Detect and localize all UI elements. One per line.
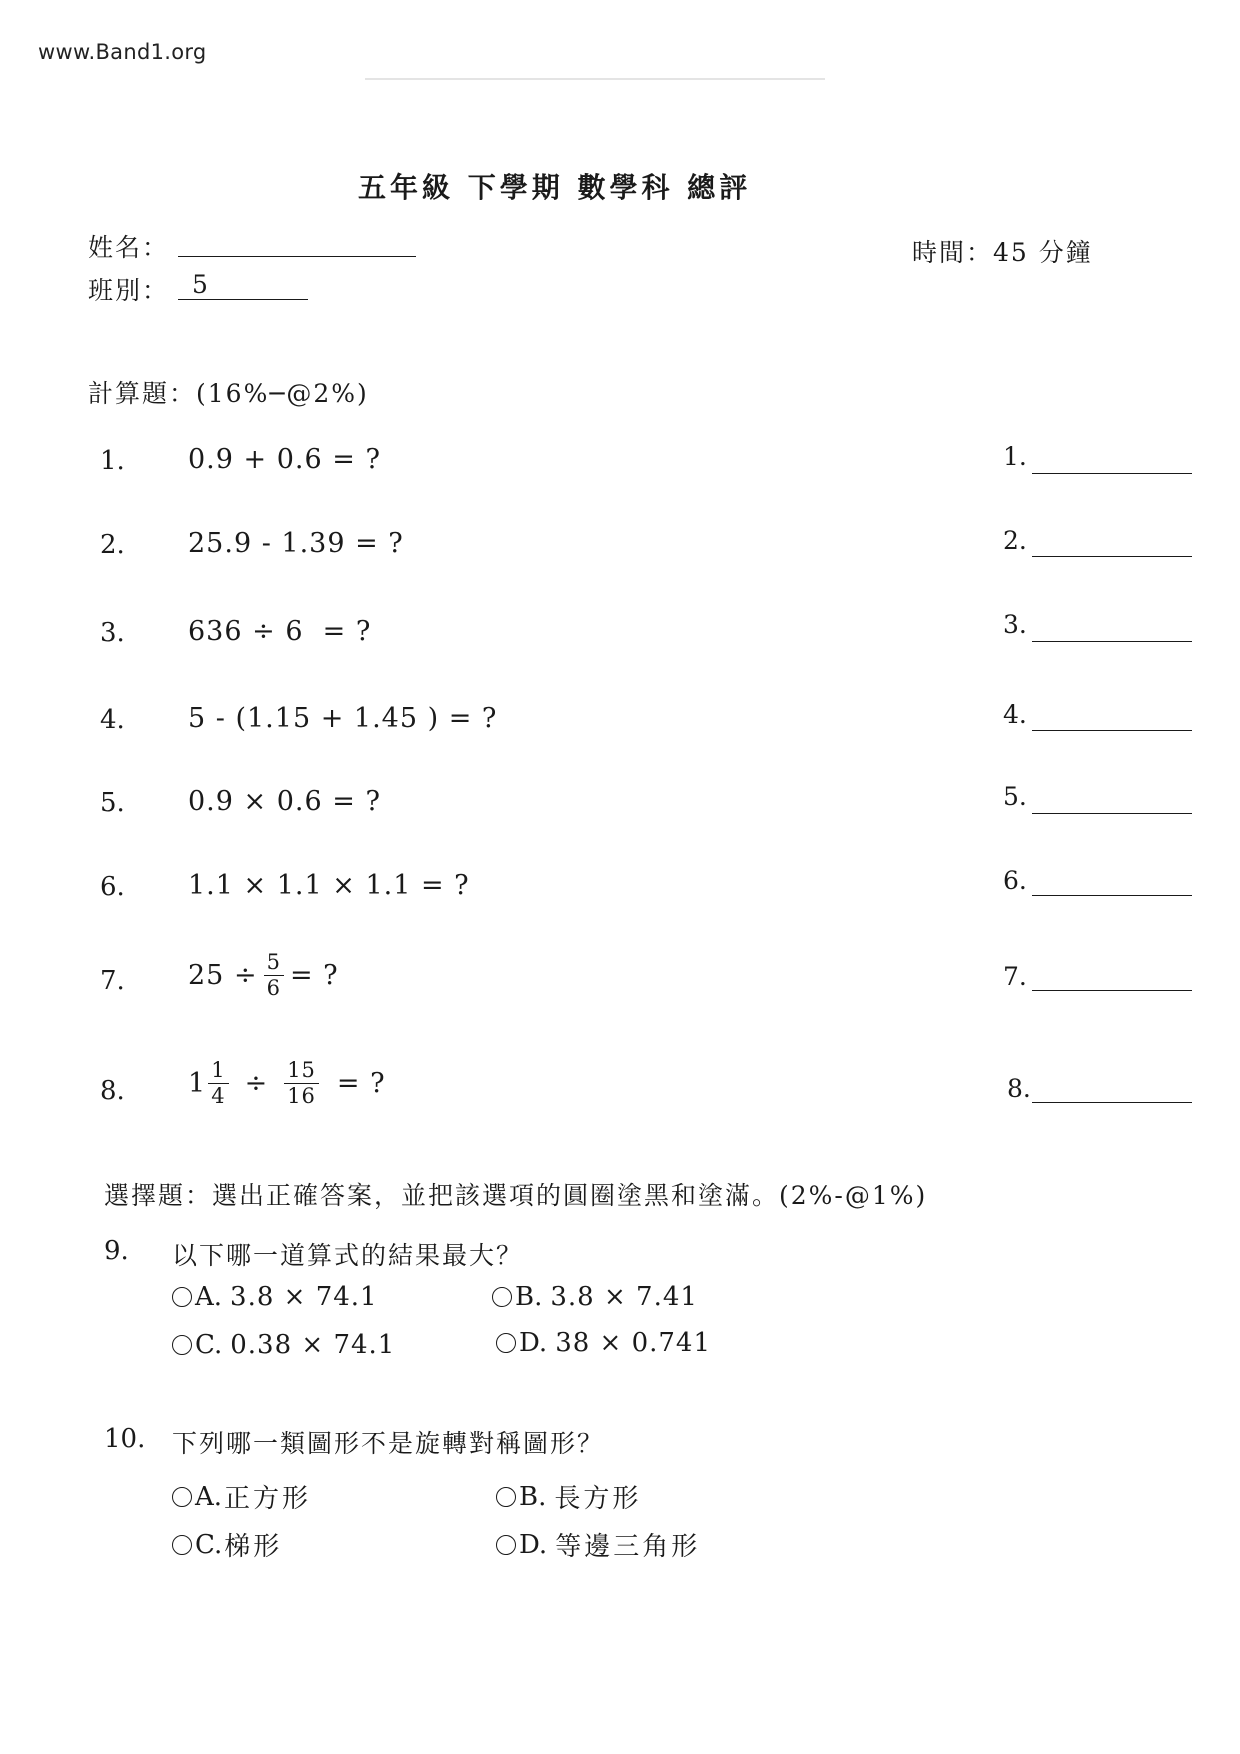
expr-part: 25 ÷	[188, 960, 258, 991]
option-letter: A.	[195, 1282, 223, 1312]
answer-number: 1.	[1003, 442, 1027, 471]
question-expression: 0.9 + 0.6 = ?	[188, 444, 381, 475]
answer-bubble[interactable]	[172, 1535, 192, 1555]
answer-field[interactable]	[1032, 990, 1192, 991]
expr-part: = ?	[336, 1068, 386, 1099]
answer-number: 7.	[1003, 962, 1027, 991]
option-letter: A.	[195, 1481, 223, 1512]
option-text: 正方形	[224, 1484, 312, 1514]
question-expression: 1.1 × 1.1 × 1.1 = ?	[188, 870, 470, 901]
option-text: 0.38 × 74.1	[230, 1330, 396, 1360]
fraction-numerator: 5	[266, 950, 281, 974]
answer-field[interactable]	[1032, 556, 1192, 557]
option-letter: B.	[519, 1481, 547, 1512]
answer-field[interactable]	[1032, 895, 1192, 896]
question-stem: 以下哪一道算式的結果最大？	[172, 1241, 524, 1270]
answer-bubble[interactable]	[496, 1535, 516, 1555]
answer-field[interactable]	[1032, 730, 1192, 731]
question-expression	[188, 950, 339, 1001]
class-label: 班別：	[88, 276, 170, 305]
answer-number: 4.	[1003, 700, 1027, 729]
expr-part: = ?	[289, 960, 339, 991]
question-number: 10.	[104, 1424, 146, 1454]
option-text: 等邊三角形	[555, 1532, 701, 1562]
option-letter: B.	[515, 1282, 543, 1312]
option-letter: D.	[519, 1529, 548, 1560]
answer-number: 6.	[1003, 866, 1027, 895]
website-watermark: www.Band1.org	[38, 40, 207, 64]
multiple-choice-heading: 選擇題：選出正確答案，並把該選項的圓圈塗黑和塗滿。(2%-@1%)	[104, 1181, 928, 1210]
answer-bubble[interactable]	[172, 1487, 192, 1507]
question-number: 8.	[100, 1076, 125, 1106]
option-b[interactable]	[496, 1478, 641, 1515]
fraction-numerator: 1	[211, 1058, 226, 1082]
answer-bubble[interactable]	[492, 1287, 512, 1307]
answer-number: 2.	[1003, 526, 1027, 555]
option-text: 梯形	[224, 1532, 283, 1562]
question-number: 1.	[100, 446, 125, 476]
option-letter: C.	[195, 1330, 223, 1360]
expr-operator: ÷	[244, 1068, 269, 1099]
question-number: 5.	[100, 788, 125, 818]
question-expression: 5 - (1.15 + 1.45 ) = ?	[188, 703, 498, 734]
option-letter: D.	[519, 1328, 548, 1358]
option-text: 3.8 × 74.1	[230, 1282, 378, 1312]
answer-field[interactable]	[1032, 813, 1192, 814]
question-number: 2.	[100, 530, 125, 560]
option-a[interactable]	[172, 1478, 311, 1515]
option-text: 長方形	[554, 1484, 642, 1514]
question-number: 6.	[100, 872, 125, 902]
calculation-heading: 計算題：(16%─@2%)	[88, 379, 369, 408]
fraction-denominator: 6	[266, 976, 281, 1000]
fraction	[264, 950, 284, 1001]
answer-bubble[interactable]	[496, 1333, 516, 1353]
answer-bubble[interactable]	[496, 1487, 516, 1507]
option-c[interactable]	[172, 1330, 395, 1360]
question-number: 4.	[100, 705, 125, 735]
question-expression	[188, 1058, 386, 1109]
class-field[interactable]	[178, 299, 308, 300]
option-d[interactable]	[496, 1328, 711, 1358]
fraction	[208, 1058, 228, 1109]
scan-artifact-rule	[365, 78, 825, 80]
option-text: 38 × 0.741	[555, 1328, 712, 1358]
time-label: 時間：45 分鐘	[912, 238, 1093, 267]
question-number: 9.	[104, 1236, 129, 1266]
mixed-number-whole: 1	[188, 1068, 207, 1099]
fraction-numerator: 15	[287, 1058, 316, 1082]
fraction-denominator: 4	[211, 1084, 226, 1108]
option-letter: C.	[195, 1529, 223, 1560]
option-b[interactable]	[492, 1282, 698, 1312]
answer-number: 5.	[1003, 782, 1027, 811]
question-expression: 0.9 × 0.6 = ?	[188, 786, 381, 817]
question-number: 3.	[100, 618, 125, 648]
option-d[interactable]	[496, 1526, 700, 1563]
fraction-denominator: 16	[287, 1084, 316, 1108]
question-expression: 636 ÷ 6 = ?	[188, 616, 372, 647]
answer-field[interactable]	[1032, 1102, 1192, 1103]
answer-number: 8.	[1007, 1074, 1031, 1103]
answer-field[interactable]	[1032, 473, 1192, 474]
name-field[interactable]	[178, 256, 416, 257]
question-expression: 25.9 - 1.39 = ?	[188, 528, 404, 559]
answer-bubble[interactable]	[172, 1335, 192, 1355]
option-a[interactable]	[172, 1282, 378, 1312]
answer-field[interactable]	[1032, 641, 1192, 642]
answer-bubble[interactable]	[172, 1287, 192, 1307]
class-value: 5	[192, 270, 208, 299]
name-label: 姓名：	[88, 233, 170, 262]
page-title: 五年級 下學期 數學科 總評	[358, 171, 752, 204]
option-text: 3.8 × 7.41	[550, 1282, 698, 1312]
question-stem: 下列哪一類圖形不是旋轉對稱圖形？	[172, 1429, 605, 1458]
question-number: 7.	[100, 966, 125, 996]
option-c[interactable]	[172, 1526, 282, 1563]
fraction	[284, 1058, 319, 1109]
answer-number: 3.	[1003, 610, 1027, 639]
